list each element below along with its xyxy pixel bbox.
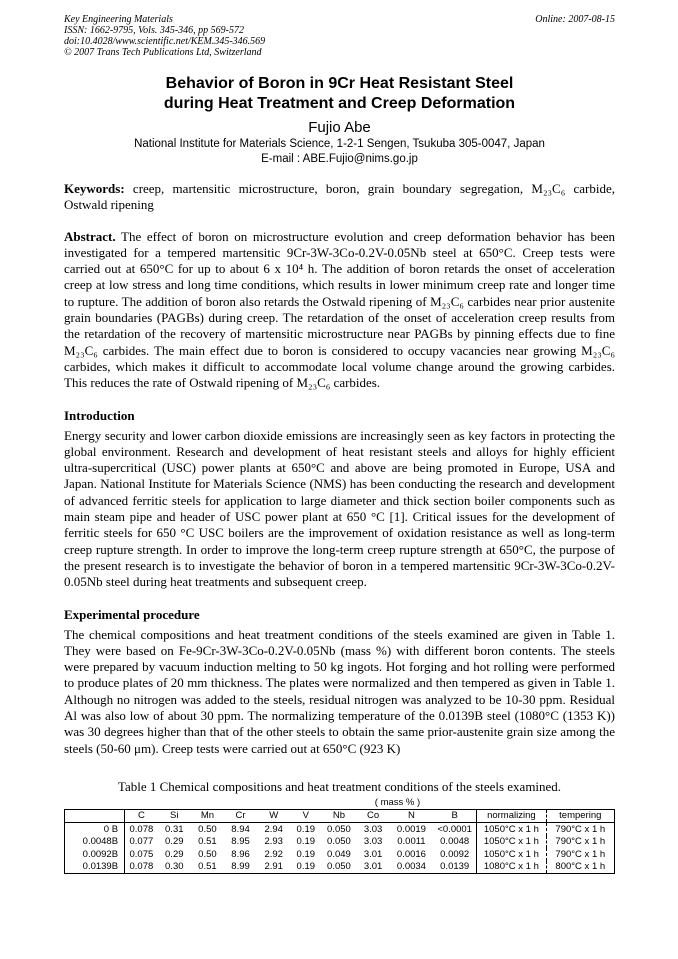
table-header-row: [65, 809, 615, 823]
table-row: [65, 836, 615, 849]
journal-name: Key Engineering Materials: [64, 14, 173, 25]
table-cell: 790°C x 1 h: [546, 823, 614, 836]
table-row: [65, 823, 615, 836]
table-cell: 3.01: [363, 848, 383, 860]
mass-note: ( mass % ): [374, 796, 421, 808]
table-cell: 0.19: [296, 848, 316, 860]
abstract-text: The effect of boron on microstructure evolution and creep deformation behavior has been investigated for a tempered martensitic 9Cr-3W-3Co-0.2V-0.05Nb steel at 650°C. Creep tests were carried out at 650°C for up to about 6 x 10⁴ h. The addition of boron retards the onset of acceleration creep at low stress and long time conditions, which results in lower minimum creep rate and longer time to rupture. The addition of boron also retards the Ostwald ripening of M₂₃C₆ carbides near prior austenite grain boundaries (PAGBs) during creep. The retardation of the onset of acceleration creep results from the retardation of the recovery of martensitic microstructure near PAGBs by pinning effects due to fine M₂₃C₆ carbides. The main effect due to boron is considered to occupy vacancies near growing M₂₃C₆ carbides, which makes it difficult to accommodate local volume change around the growing carbides. This reduces the rate of Ostwald ripening of M₂₃C₆ carbides.: [64, 228, 616, 391]
keywords: [64, 181, 615, 214]
column-header: B: [433, 809, 477, 823]
table-cell: 800°C x 1 h: [546, 861, 614, 874]
copyright: © 2007 Trans Tech Publications Ltd, Switzerland: [64, 47, 262, 58]
table-cell: 0.075: [125, 848, 158, 861]
table-cell: 0.19: [290, 861, 321, 874]
table-cell: 2.92: [264, 848, 283, 860]
table-cell: 0.19: [296, 823, 316, 835]
column-header: Cr: [224, 809, 257, 823]
author: Fujio Abe: [308, 119, 371, 136]
doi: doi:10.4028/www.scientific.net/KEM.345-346.569: [64, 36, 266, 47]
table-cell: 0.078: [125, 823, 158, 836]
title-line-2: during Heat Treatment and Creep Deformation: [163, 95, 516, 112]
table-caption: Table 1 Chemical compositions and heat treatment conditions of the steels examined.: [117, 778, 562, 794]
table-cell: <0.0001: [437, 823, 472, 835]
table-cell: 1080°C x 1 h: [477, 861, 546, 874]
table-cell: 0.31: [165, 823, 184, 835]
column-header: Nb: [321, 809, 356, 823]
table-cell: 0.19: [296, 836, 316, 848]
keywords-label: Keywords:: [64, 181, 125, 196]
table-cell: 0.0048: [440, 836, 470, 848]
column-header: normalizing: [477, 809, 546, 823]
table-cell: 0.0019: [396, 823, 426, 835]
table-cell: 0 B: [65, 823, 125, 836]
table-cell: 0.049: [327, 848, 351, 860]
table-cell: 0.0016: [396, 848, 426, 860]
table-row: [65, 848, 615, 861]
table-cell: 8.95: [231, 836, 250, 848]
journal-header: [64, 14, 615, 58]
table-cell: 0.0034: [390, 861, 434, 874]
table-cell: 2.91: [257, 861, 290, 874]
column-header: Mn: [191, 809, 224, 823]
table-cell: 2.93: [264, 836, 283, 848]
table-cell: 0.0011: [397, 836, 426, 848]
table-cell: 1050°C x 1 h: [477, 848, 546, 861]
table-cell: 8.99: [224, 861, 257, 874]
table-cell: 790°C x 1 h: [546, 848, 614, 861]
table-cell: 0.50: [198, 848, 217, 860]
table-cell: 0.050: [327, 823, 351, 835]
paper-title: [64, 74, 615, 114]
table-cell: 0.29: [165, 848, 184, 860]
table-cell: 0.0139B: [65, 861, 125, 874]
affiliation: National Institute for Materials Science, 1-2-1 Sengen, Tsukuba 305-0047, Japan: [134, 138, 545, 150]
column-header: W: [257, 809, 290, 823]
table-body: [65, 823, 615, 874]
keywords-text: creep, martensitic microstructure, boron, grain boundary segregation, M₂₃C₆ carbide, Ostwald ripening: [64, 181, 615, 213]
table-cell: 790°C x 1 h: [546, 836, 614, 849]
column-header: C: [125, 809, 158, 823]
abstract: [64, 229, 615, 392]
online-date: Online: 2007-08-15: [535, 14, 615, 25]
column-header: Si: [158, 809, 191, 823]
column-header: N: [390, 809, 434, 823]
table-cell: 0.0048B: [65, 836, 125, 849]
table-row: [65, 861, 615, 874]
table-cell: 0.29: [165, 836, 184, 848]
table-cell: 0.30: [158, 861, 191, 874]
table-cell: 3.03: [363, 836, 383, 848]
introduction-text: Energy security and lower carbon dioxide emissions are increasingly seen as key factors in protecting the global environment. Research and development of heat resistant steels and alloys for highly efficient ultra-supercritical (USC) power plants at 650°C and above are being promoted in Europe, USA and Japan. National Institute for Materials Science (NMS) has been conducting the research and development of advanced ferritic steels for application to large diameter and thick section boiler components such as main steam pipe and header of USC power plant at 650 °C [1]. Critical issues for the development of ferritic steels for 650 °C USC boilers are the improvement of oxidation resistance as well as long-term creep rupture strength. In order to improve the long-term creep rupture strength at 650°C, the purpose of the present research is to investigate the behavior of boron in a tempered martensitic 9Cr-3W-3Co-0.2V-0.05Nb steel during heat treatments and subsequent creep.: [64, 427, 615, 590]
column-header: tempering: [546, 809, 614, 823]
table-cell: 0.078: [125, 861, 158, 874]
abstract-label: Abstract.: [64, 228, 116, 244]
table-cell: 0.050: [321, 861, 356, 874]
table-cell: 0.0139: [433, 861, 477, 874]
table-cell: 0.50: [198, 823, 217, 835]
table-cell: 3.03: [363, 823, 383, 835]
table-cell: 0.51: [191, 861, 224, 874]
column-header: [65, 809, 125, 823]
column-header: V: [290, 809, 321, 823]
table-cell: 1050°C x 1 h: [477, 823, 546, 836]
table-cell: 0.0092: [440, 848, 470, 860]
table-cell: 0.51: [198, 836, 217, 848]
table-cell: 2.94: [264, 823, 283, 835]
experimental-text: The chemical compositions and heat treatment conditions of the steels examined are given in Table 1. They were based on Fe-9Cr-3W-3Co-0.2V-0.05Nb (mass %) with different boron contents. The steels were prepared by vacuum induction melting to 50 kg ingots. Hot forging and hot rolling were performed to produce plates of 20 mm thickness. The plates were normalized and then tempered as given in Table 1. Although no nitrogen was added to the steels, residual nitrogen was analyzed to be 10-30 ppm. Residual Al was also low of about 30 ppm. The normalizing temperature of the 0.0139B steel (1080°C (1353 K)) was 30 degrees higher than that of the other steels to obtain the same prior-austenite grain size among the steels (50-60 μm). Creep tests were carried out at 650°C (923 K): [64, 626, 615, 756]
table-cell: 8.96: [231, 848, 250, 860]
table-cell: 0.050: [327, 836, 351, 848]
table-cell: 0.077: [125, 836, 158, 849]
introduction-heading: Introduction: [64, 407, 135, 423]
experimental-heading: Experimental procedure: [64, 606, 200, 622]
table-1: [64, 797, 615, 875]
table-cell: 0.0092B: [65, 848, 125, 861]
table-cell: 1050°C x 1 h: [477, 836, 546, 849]
title-line-1: Behavior of Boron in 9Cr Heat Resistant Steel: [165, 75, 514, 92]
table-cell: 8.94: [231, 823, 250, 835]
email: E-mail : ABE.Fujio@nims.go.jp: [261, 153, 418, 165]
issn: ISSN: 1662-9795, Vols. 345-346, pp 569-572: [64, 25, 244, 36]
composition-table: [64, 809, 615, 875]
paper-page: [64, 14, 615, 874]
column-header: Co: [357, 809, 390, 823]
table-cell: 3.01: [357, 861, 390, 874]
